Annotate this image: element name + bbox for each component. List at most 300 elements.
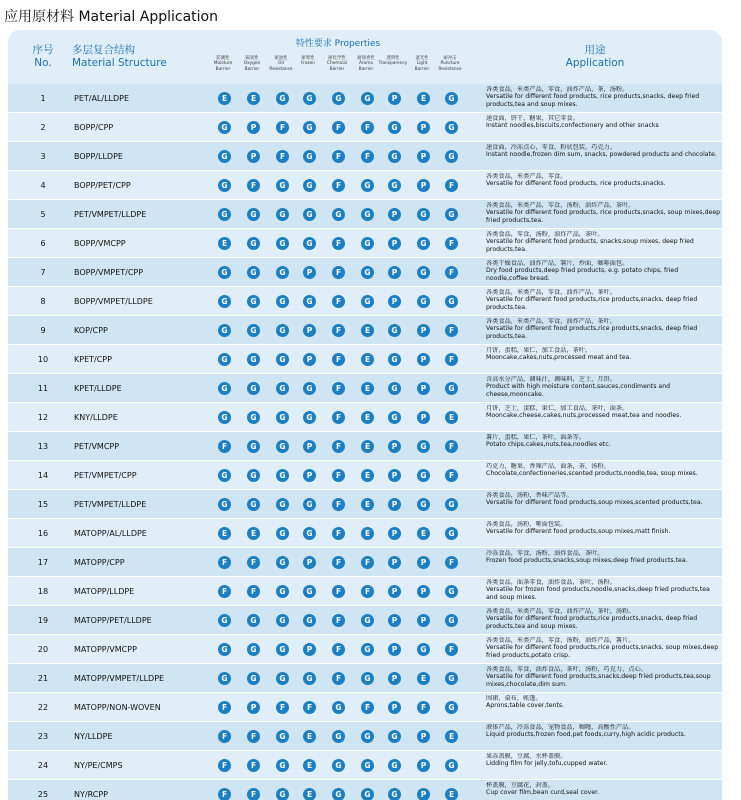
grade-badge: F bbox=[332, 121, 345, 134]
header-no-en: No. bbox=[34, 57, 52, 69]
grade-badge: F bbox=[332, 527, 345, 540]
grade-badge: F bbox=[361, 556, 374, 569]
material-structure: KOP/CPP bbox=[74, 326, 108, 335]
grade-badge: G bbox=[247, 469, 260, 482]
grade-badge: F bbox=[332, 237, 345, 250]
application-cn: 各类食品，零食，汤粉，油炸产品，茶叶。 bbox=[486, 231, 604, 238]
application-text bbox=[486, 144, 722, 170]
grade-badge: G bbox=[388, 353, 401, 366]
grade-badge: G bbox=[247, 672, 260, 685]
grade-badge: P bbox=[417, 556, 430, 569]
table-row bbox=[8, 461, 722, 490]
grade-badge: G bbox=[388, 411, 401, 424]
application-en: Aprons,table cover,tents. bbox=[486, 702, 565, 710]
material-structure: MATOPP/CPP bbox=[74, 558, 125, 567]
property-header bbox=[208, 56, 238, 72]
material-structure: MATOPP/PET/LLDPE bbox=[74, 616, 152, 625]
grade-badge: G bbox=[303, 150, 316, 163]
application-text bbox=[486, 550, 722, 576]
application-text bbox=[486, 724, 722, 750]
property-header-cn: 耐油性 bbox=[274, 56, 288, 61]
material-structure: BOPP/PET/CPP bbox=[74, 181, 131, 190]
grade-badge: G bbox=[218, 324, 231, 337]
property-header-cn: 透明性 bbox=[386, 56, 400, 61]
grade-badge: G bbox=[417, 440, 430, 453]
application-text bbox=[486, 376, 722, 402]
grade-badge: F bbox=[361, 585, 374, 598]
grade-badge: P bbox=[417, 121, 430, 134]
grade-badge: E bbox=[247, 527, 260, 540]
application-en: Versatile for different food products,soup mixes,scented products,tea. bbox=[486, 499, 703, 507]
grade-badge: F bbox=[332, 179, 345, 192]
grade-badge: P bbox=[417, 324, 430, 337]
grade-badge: G bbox=[388, 179, 401, 192]
application-text bbox=[486, 260, 722, 286]
table-row bbox=[8, 635, 722, 664]
application-cn: 含高水分产品，调味汁，调味料，芝士，月饼。 bbox=[486, 376, 616, 383]
row-number: 2 bbox=[40, 123, 46, 132]
grade-badge: G bbox=[218, 353, 231, 366]
grade-badge: G bbox=[445, 614, 458, 627]
property-header-en-2: Barrier bbox=[414, 66, 430, 72]
application-text bbox=[486, 782, 722, 800]
grade-badge: G bbox=[361, 788, 374, 800]
row-number: 11 bbox=[37, 384, 49, 393]
grade-badge: F bbox=[361, 121, 374, 134]
grade-badge: F bbox=[303, 701, 316, 714]
grade-badge: G bbox=[218, 121, 231, 134]
grade-badge: G bbox=[247, 643, 260, 656]
grade-badge: P bbox=[417, 179, 430, 192]
table-row bbox=[8, 200, 722, 229]
grade-badge: G bbox=[361, 759, 374, 772]
property-header-en: Oil bbox=[278, 61, 284, 67]
property-header-en: Frozen bbox=[300, 61, 316, 67]
grade-badge: F bbox=[332, 556, 345, 569]
grade-badge: P bbox=[417, 411, 430, 424]
grade-badge: F bbox=[445, 324, 458, 337]
application-text bbox=[486, 318, 722, 344]
table-row bbox=[8, 84, 722, 113]
application-text bbox=[486, 202, 722, 228]
grade-badge: E bbox=[303, 759, 316, 772]
grade-badge: G bbox=[445, 382, 458, 395]
property-header bbox=[351, 56, 381, 72]
application-cn: 各类食品，米类产品，零食，汤粉，油炸产品，茶叶。 bbox=[486, 202, 635, 209]
grade-badge: G bbox=[388, 324, 401, 337]
grade-badge: G bbox=[303, 208, 316, 221]
application-text bbox=[486, 463, 722, 489]
grade-badge: G bbox=[247, 208, 260, 221]
grade-badge: P bbox=[247, 150, 260, 163]
material-structure: NY/PE/CMPS bbox=[74, 761, 123, 770]
table-row bbox=[8, 751, 722, 780]
material-structure: BOPP/VMCPP bbox=[74, 239, 126, 248]
grade-badge: G bbox=[445, 208, 458, 221]
application-cn: 各类食品，米类产品，零食。 bbox=[486, 173, 567, 180]
table-row bbox=[8, 490, 722, 519]
property-header bbox=[435, 56, 465, 72]
header-no-cn: 序号 bbox=[32, 44, 54, 56]
property-header-en: Puncture bbox=[440, 61, 460, 67]
grade-badge: P bbox=[303, 266, 316, 279]
grade-badge: G bbox=[332, 788, 345, 800]
grade-badge: G bbox=[276, 353, 289, 366]
application-en: Mooncake,cheese,cakes,nuts,processed meat,tea and noodles. bbox=[486, 412, 682, 420]
application-cn: 各类食品，米类产品，零食，油炸产品，茶叶，汤粉。 bbox=[486, 608, 635, 615]
grade-badge: G bbox=[218, 498, 231, 511]
grade-badge: G bbox=[247, 353, 260, 366]
grade-badge: G bbox=[303, 92, 316, 105]
grade-badge: P bbox=[247, 121, 260, 134]
grade-badge: E bbox=[445, 730, 458, 743]
grade-badge: G bbox=[417, 643, 430, 656]
grade-badge: E bbox=[218, 237, 231, 250]
grade-badge: F bbox=[332, 295, 345, 308]
property-header bbox=[266, 56, 296, 72]
grade-badge: P bbox=[303, 643, 316, 656]
grade-badge: F bbox=[247, 730, 260, 743]
grade-badge: G bbox=[247, 324, 260, 337]
application-text bbox=[486, 115, 722, 141]
application-cn: 月饼，芝士，蛋糕，果仁，加工食品，茶叶，面条。 bbox=[486, 405, 629, 412]
grade-badge: G bbox=[247, 498, 260, 511]
grade-badge: G bbox=[361, 208, 374, 221]
grade-badge: F bbox=[332, 498, 345, 511]
application-text bbox=[486, 434, 722, 460]
table-row bbox=[8, 345, 722, 374]
header-application-cn: 用途 bbox=[584, 44, 606, 56]
grade-badge: P bbox=[388, 556, 401, 569]
property-header-en-2: Barrier bbox=[329, 66, 345, 72]
grade-badge: G bbox=[276, 759, 289, 772]
grade-badge: F bbox=[332, 614, 345, 627]
application-en: Mooncake,cakes,nuts,processed meat and tea. bbox=[486, 354, 632, 362]
grade-badge: G bbox=[218, 382, 231, 395]
row-number: 7 bbox=[40, 268, 46, 277]
material-structure: MATOPP/LLDPE bbox=[74, 587, 135, 596]
grade-badge: P bbox=[388, 643, 401, 656]
property-header-en: Aroma bbox=[358, 61, 374, 67]
property-header-cn: 耐保香性 bbox=[357, 56, 375, 61]
application-text bbox=[486, 753, 722, 779]
row-number: 21 bbox=[37, 674, 49, 683]
table-row bbox=[8, 374, 722, 403]
row-number: 16 bbox=[37, 529, 49, 538]
property-header-cn: 耐化学性 bbox=[328, 56, 346, 61]
grade-badge: G bbox=[276, 440, 289, 453]
grade-badge: G bbox=[247, 266, 260, 279]
grade-badge: G bbox=[218, 208, 231, 221]
grade-badge: F bbox=[218, 759, 231, 772]
grade-badge: G bbox=[276, 179, 289, 192]
grade-badge: G bbox=[303, 527, 316, 540]
grade-badge: F bbox=[332, 411, 345, 424]
grade-badge: E bbox=[361, 382, 374, 395]
grade-badge: G bbox=[388, 382, 401, 395]
grade-badge: G bbox=[276, 556, 289, 569]
property-header-cn: 隔氧性 bbox=[245, 56, 259, 61]
table-row bbox=[8, 403, 722, 432]
property-header-en: Moisture bbox=[213, 61, 233, 67]
application-text bbox=[486, 608, 722, 634]
grade-badge: G bbox=[417, 237, 430, 250]
application-en: Versatile for different food products,rice products,snacks, soup mixes,deep fried products,potato crisp. bbox=[486, 644, 719, 659]
grade-badge: G bbox=[247, 614, 260, 627]
row-number: 19 bbox=[37, 616, 49, 625]
application-text bbox=[486, 492, 722, 518]
application-cn: 各类食品，面条零食，油炸食品，茶叶，汤粉。 bbox=[486, 579, 616, 586]
grade-badge: G bbox=[247, 382, 260, 395]
grade-badge: G bbox=[247, 295, 260, 308]
grade-badge: F bbox=[247, 788, 260, 800]
grade-badge: G bbox=[276, 614, 289, 627]
grade-badge: F bbox=[445, 556, 458, 569]
grade-badge: E bbox=[445, 788, 458, 800]
application-en: Dry food products,deep fried products, e.g. potato chips, fried noodle,coffee bread. bbox=[486, 267, 679, 282]
application-en: Versatile for different food products, rice products,snacks, deep fried products,tea and soup mixes. bbox=[486, 93, 700, 108]
grade-badge: F bbox=[445, 179, 458, 192]
grade-badge: G bbox=[417, 498, 430, 511]
property-header-cn: 遮光性 bbox=[415, 56, 429, 61]
grade-badge: G bbox=[361, 672, 374, 685]
material-structure: MATOPP/VMPET/LLDPE bbox=[74, 674, 165, 683]
grade-badge: P bbox=[388, 92, 401, 105]
grade-badge: F bbox=[332, 150, 345, 163]
grade-badge: P bbox=[388, 440, 401, 453]
property-header-en-2: Barrier bbox=[244, 66, 260, 72]
application-text bbox=[486, 173, 722, 199]
grade-badge: P bbox=[388, 266, 401, 279]
grade-badge: F bbox=[332, 266, 345, 279]
application-en: Liquid products,frozen food,pet foods,curry,high acidic products. bbox=[486, 731, 686, 739]
application-en: Versatile for frozen food products,noodle,snacks,deep fried products,tea and soup mixes. bbox=[486, 586, 710, 601]
grade-badge: G bbox=[388, 121, 401, 134]
grade-badge: G bbox=[417, 295, 430, 308]
grade-badge: G bbox=[303, 382, 316, 395]
grade-badge: E bbox=[218, 527, 231, 540]
application-cn: 月饼，蛋糕，果仁，加工食品，茶叶。 bbox=[486, 347, 592, 354]
application-en: Versatile for different food products, snacks,soup mixes, deep fried products,tea. bbox=[486, 238, 694, 253]
application-cn: 巧克力，糖果，香辣产品，面条，茶，汤粉。 bbox=[486, 463, 610, 470]
grade-badge: G bbox=[276, 527, 289, 540]
material-structure: KPET/CPP bbox=[74, 355, 112, 364]
application-en: Versatile for different food products,snacks,deep fried products,tea,soup mixes,chocolate,dim sum. bbox=[486, 673, 711, 688]
header-structure-en: Material Structure bbox=[72, 57, 167, 69]
grade-badge: G bbox=[332, 208, 345, 221]
row-number: 13 bbox=[37, 442, 49, 451]
application-cn: 速食面，饼干，糖果，其它零食。 bbox=[486, 115, 579, 122]
grade-badge: G bbox=[276, 208, 289, 221]
grade-badge: G bbox=[218, 179, 231, 192]
grade-badge: G bbox=[361, 614, 374, 627]
grade-badge: P bbox=[388, 469, 401, 482]
grade-badge: G bbox=[445, 150, 458, 163]
property-header-cn: 耐冲击 bbox=[443, 56, 457, 61]
row-number: 5 bbox=[40, 210, 46, 219]
table-row bbox=[8, 258, 722, 287]
grade-badge: E bbox=[445, 411, 458, 424]
application-en: Versatile for different food products,rice products,snacks, deep fried products,tea. bbox=[486, 296, 698, 311]
table-row bbox=[8, 229, 722, 258]
grade-badge: F bbox=[247, 556, 260, 569]
table-row bbox=[8, 432, 722, 461]
grade-badge: G bbox=[445, 527, 458, 540]
row-number: 3 bbox=[40, 152, 46, 161]
grade-badge: G bbox=[303, 237, 316, 250]
grade-badge: P bbox=[303, 469, 316, 482]
application-en: Instant noodles,biscuits,confectionery and other snacks bbox=[486, 122, 659, 130]
grade-badge: G bbox=[361, 237, 374, 250]
grade-badge: G bbox=[303, 498, 316, 511]
grade-badge: G bbox=[361, 179, 374, 192]
grade-badge: F bbox=[332, 585, 345, 598]
grade-badge: G bbox=[417, 469, 430, 482]
material-structure: NY/LLDPE bbox=[74, 732, 113, 741]
material-structure: MATOPP/VMCPP bbox=[74, 645, 137, 654]
grade-badge: G bbox=[218, 266, 231, 279]
grade-badge: G bbox=[276, 324, 289, 337]
property-header bbox=[237, 56, 267, 72]
grade-badge: F bbox=[332, 382, 345, 395]
grade-badge: E bbox=[303, 730, 316, 743]
grade-badge: F bbox=[445, 237, 458, 250]
grade-badge: P bbox=[303, 556, 316, 569]
row-number: 8 bbox=[40, 297, 46, 306]
application-cn: 薯片，蛋糕，果仁，茶叶，面条等。 bbox=[486, 434, 585, 441]
grade-badge: E bbox=[247, 92, 260, 105]
application-cn: 围裙，桌布，帐篷。 bbox=[486, 695, 542, 702]
application-en: Product with high moisture content,sauces,condiments and cheese,mooncake. bbox=[486, 383, 671, 398]
grade-badge: F bbox=[276, 121, 289, 134]
grade-badge: G bbox=[332, 759, 345, 772]
grade-badge: G bbox=[247, 237, 260, 250]
grade-badge: E bbox=[361, 411, 374, 424]
grade-badge: E bbox=[303, 788, 316, 800]
grade-badge: G bbox=[218, 672, 231, 685]
grade-badge: P bbox=[417, 788, 430, 800]
property-header bbox=[293, 56, 323, 67]
grade-badge: F bbox=[218, 730, 231, 743]
grade-badge: F bbox=[218, 585, 231, 598]
grade-badge: F bbox=[332, 672, 345, 685]
application-cn: 各类食品，米类产品，零食，汤粉，油炸产品，薯片。 bbox=[486, 637, 635, 644]
grade-badge: F bbox=[218, 440, 231, 453]
table-row bbox=[8, 519, 722, 548]
grade-badge: F bbox=[218, 556, 231, 569]
grade-badge: F bbox=[218, 701, 231, 714]
application-en: Versatile for different food products,soup mixes,matt finish. bbox=[486, 528, 671, 536]
grade-badge: G bbox=[276, 672, 289, 685]
table-row bbox=[8, 780, 722, 800]
grade-badge: G bbox=[417, 266, 430, 279]
grade-badge: G bbox=[445, 759, 458, 772]
grade-badge: P bbox=[417, 614, 430, 627]
application-text bbox=[486, 666, 722, 692]
application-text bbox=[486, 347, 722, 373]
application-cn: 杯盖膜，豆腐花，封盖。 bbox=[486, 782, 555, 789]
application-en: Versatile for different food products, rice products,snacks, soup mixes,deep fried products,tea. bbox=[486, 209, 721, 224]
application-en: Chocolate,confectioneries,scented products,noodle,tea, soup mixes. bbox=[486, 470, 698, 478]
property-header-en: Oxygen bbox=[243, 61, 261, 67]
grade-badge: F bbox=[332, 469, 345, 482]
grade-badge: G bbox=[417, 208, 430, 221]
material-structure: PET/VMPET/LLDPE bbox=[74, 210, 147, 219]
grade-badge: G bbox=[276, 788, 289, 800]
table-row bbox=[8, 693, 722, 722]
grade-badge: E bbox=[361, 353, 374, 366]
grade-badge: F bbox=[332, 643, 345, 656]
property-header-en: Transparency bbox=[378, 61, 408, 67]
grade-badge: G bbox=[276, 411, 289, 424]
grade-badge: P bbox=[417, 759, 430, 772]
grade-badge: E bbox=[417, 527, 430, 540]
property-header-en-2: Resistance bbox=[438, 66, 462, 72]
row-number: 22 bbox=[37, 703, 49, 712]
grade-badge: F bbox=[445, 266, 458, 279]
grade-badge: F bbox=[332, 324, 345, 337]
application-en: Potato chips,cakes,nuts,tea,noodles etc. bbox=[486, 441, 611, 449]
grade-badge: G bbox=[218, 295, 231, 308]
property-header-cn: 耐寒性 bbox=[301, 56, 315, 61]
table-row bbox=[8, 171, 722, 200]
table-row bbox=[8, 142, 722, 171]
grade-badge: G bbox=[361, 730, 374, 743]
table-row bbox=[8, 113, 722, 142]
grade-badge: G bbox=[445, 672, 458, 685]
grade-badge: F bbox=[445, 469, 458, 482]
row-number: 18 bbox=[37, 587, 49, 596]
grade-badge: P bbox=[303, 440, 316, 453]
grade-badge: G bbox=[303, 585, 316, 598]
grade-badge: G bbox=[276, 469, 289, 482]
grade-badge: G bbox=[218, 469, 231, 482]
grade-badge: G bbox=[388, 730, 401, 743]
table-row bbox=[8, 606, 722, 635]
material-structure: PET/VMPET/CPP bbox=[74, 471, 137, 480]
application-cn: 各类干燥食品，油炸产品，薯片，炒面，咖啡面包。 bbox=[486, 260, 629, 267]
grade-badge: G bbox=[303, 179, 316, 192]
application-text bbox=[486, 86, 722, 112]
grade-badge: P bbox=[247, 701, 260, 714]
grade-badge: G bbox=[361, 92, 374, 105]
grade-badge: G bbox=[247, 411, 260, 424]
grade-badge: G bbox=[218, 411, 231, 424]
grade-badge: G bbox=[332, 92, 345, 105]
property-header-en-2: Resistance bbox=[269, 66, 293, 72]
application-en: Instant noodle,frozen dim sum, snacks, powdered products and chocolate. bbox=[486, 151, 717, 159]
property-header-en: Chemical bbox=[327, 61, 347, 67]
grade-badge: E bbox=[361, 324, 374, 337]
grade-badge: F bbox=[332, 440, 345, 453]
header-application bbox=[468, 44, 722, 70]
row-number: 9 bbox=[40, 326, 46, 335]
application-en: Frozen food products,snacks,soup mixes,deep fried products,tea. bbox=[486, 557, 688, 565]
grade-badge: E bbox=[361, 440, 374, 453]
grade-badge: G bbox=[445, 295, 458, 308]
application-text bbox=[486, 695, 722, 721]
application-cn: 果冻盖膜，豆腐，水杯盖膜。 bbox=[486, 753, 567, 760]
material-structure: BOPP/LLDPE bbox=[74, 152, 123, 161]
property-header-en: Light bbox=[416, 61, 428, 67]
grade-badge: F bbox=[445, 353, 458, 366]
property-header-en-2: Barrier bbox=[215, 66, 231, 72]
grade-badge: E bbox=[218, 92, 231, 105]
application-cn: 各类食品，汤粉，哑面包装。 bbox=[486, 521, 567, 528]
row-number: 24 bbox=[37, 761, 49, 770]
header-application-en: Application bbox=[565, 57, 625, 69]
grade-badge: E bbox=[417, 92, 430, 105]
